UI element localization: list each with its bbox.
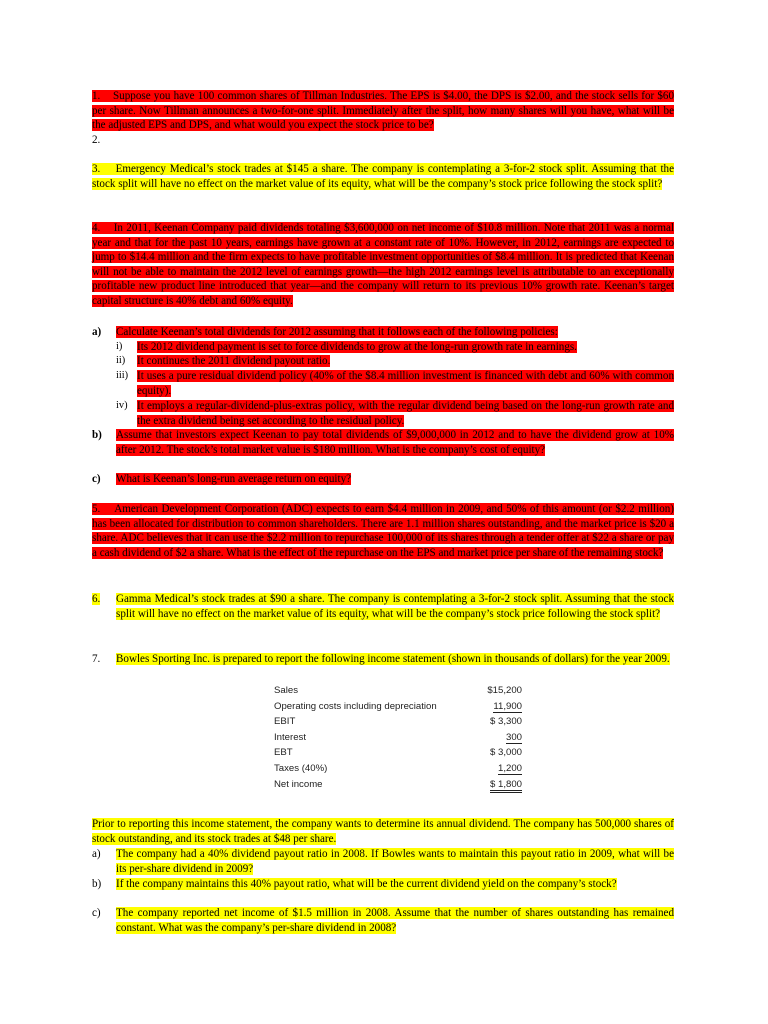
roman-ii-label: ii) (116, 355, 126, 366)
income-statement (274, 684, 522, 793)
question-1-text: Suppose you have 100 common shares of Tillman Industries. The EPS is $4.00, the DPS is $2.00, and the stock sells for $60 per share. Now Tillman announces a two-for-one split. Immediately after the split, how many shares will you have, what will be the adjusted EPS and DPS, and what would you expect the stock price to be? (92, 90, 675, 132)
question-7b (116, 877, 674, 892)
roman-iii (137, 369, 674, 398)
question-2-number: 2. (92, 134, 101, 146)
question-5-text: American Development Corporation (ADC) expects to earn $4.4 million in 2009, and 50% of this amount (or $2.2 million) has been allocated for distribution to common shareholders. There are 1.1 million shares outstanding, and the market price is $20 a share. ADC believes that it can use the $2.2 million to repurchase 100,000 of its shares through a tender offer at $22 a share or pay a cash dividend of $2 a share. What is the effect of the repurchase on the EPS and market price per share of the remaining stock? (92, 503, 674, 559)
question-3-text: Emergency Medical’s stock trades at $145 a share. The company is contemplating a 3-for-2 stock split. Assuming that the stock split will have no effect on the market value of its equity, what will be the company’s stock price following the stock split? (92, 163, 674, 190)
roman-iii-text: It uses a pure residual dividend policy (40% of the $8.4 million investment is financed with debt and 60% with common equity). (137, 370, 674, 397)
question-4c-text: What is Keenan’s long-run average return on equity? (116, 473, 352, 485)
question-7a-label: a) (92, 848, 101, 860)
question-7b-label: b) (92, 878, 102, 890)
question-1-number: 1. (92, 90, 101, 102)
question-6-text: Gamma Medical’s stock trades at $90 a share. The company is contemplating a 3-for-2 stock split. Assuming that the stock split will have no effect on the market value of its equity, what will be the company’s stock price following the stock split? (116, 593, 674, 620)
question-7b-text: If the company maintains this 40% payout ratio, what will be the current dividend yield on the company’s stock? (116, 878, 617, 890)
question-4a (116, 325, 674, 340)
question-4b-text: Assume that investors expect Keenan to pay total dividends of $9,000,000 in 2012 and to have the dividend grow at 10% after 2012. The stock’s total market value is $180 million. What is the company’s cost of equity? (116, 429, 674, 456)
question-6-number: 6. (92, 593, 101, 605)
question-7 (116, 652, 674, 667)
roman-iv (137, 399, 674, 428)
question-4-text: In 2011, Keenan Company paid dividends totaling $3,600,000 on net income of $10.8 million. Note that 2011 was a normal year and that for the past 10 years, earnings have grown at a constant rate of 10%. However, in 2012, earnings are expected to jump to $14.4 million and the firm expects to have profitable investment opportunities of $8.4 million. It is predicted that Keenan will not be able to maintain the 2012 level of earnings growth—the high 2012 earnings level is attributable to an exceptionally profitable new product line introduced that year—and the company will return to its previous 10% growth rate. Keenan’s target capital structure is 40% debt and 60% equity. (92, 222, 674, 307)
roman-iv-label: iv) (116, 400, 128, 411)
question-7a-text: The company had a 40% dividend payout ratio in 2008. If Bowles wants to maintain this payout ratio in 2009, what will be its per-share dividend in 2009? (116, 848, 674, 875)
question-1 (92, 89, 674, 133)
income-row-interest: Interest 300 (274, 731, 522, 743)
roman-ii-text: It continues the 2011 dividend payout ratio. (137, 355, 331, 367)
roman-i-label: i) (116, 341, 123, 352)
question-4c (116, 472, 674, 487)
question-7-prior-text: Prior to reporting this income statement, the company wants to determine its annual dividend. The company has 500,000 shares of stock outstanding, and its stock trades at $48 per share. (92, 818, 674, 845)
question-3-number: 3. (92, 163, 101, 175)
question-5-number: 5. (92, 503, 101, 515)
question-4b (116, 428, 674, 457)
income-row-net-income: Net income $ 1,800 (274, 778, 522, 794)
question-4c-label: c) (92, 473, 101, 485)
roman-ii (137, 354, 674, 369)
question-7c-text: The company reported net income of $1.5 million in 2008. Assume that the number of shares outstanding has remained constant. What was the company’s per-share dividend in 2008? (116, 907, 674, 934)
income-row-taxes: Taxes (40%) 1,200 (274, 762, 522, 774)
roman-i (137, 340, 674, 355)
roman-i-text: Its 2012 dividend payment is set to force dividends to grow at the long-run growth rate in earnings. (137, 341, 577, 353)
question-5 (92, 502, 674, 560)
question-6 (116, 592, 674, 621)
income-row-sales: Sales $15,200 (274, 685, 522, 696)
question-7-prior (92, 817, 674, 846)
question-7-text: Bowles Sporting Inc. is prepared to report the following income statement (shown in thousands of dollars) for the year 2009. (116, 653, 670, 665)
question-4-number: 4. (92, 222, 101, 234)
income-row-ebt: EBT $ 3,000 (274, 747, 522, 759)
question-4b-label: b) (92, 429, 102, 441)
question-3 (92, 162, 674, 191)
question-7-number: 7. (92, 653, 101, 665)
roman-iv-text: It employs a regular-dividend-plus-extras policy, with the regular dividend being based on the long-run growth rate and the extra dividend being set according to the residual policy. (137, 400, 674, 427)
question-7a (116, 847, 674, 876)
question-7c-label: c) (92, 907, 101, 919)
question-4a-text: Calculate Keenan’s total dividends for 2012 assuming that it follows each of the following policies: (116, 326, 558, 338)
roman-iii-label: iii) (116, 370, 129, 381)
income-row-operating-costs: Operating costs including depreciation 11,900 (274, 700, 522, 712)
question-4 (92, 221, 674, 309)
question-7c (116, 906, 674, 935)
question-4a-label: a) (92, 326, 102, 338)
income-row-ebit: EBIT $ 3,300 (274, 716, 522, 728)
